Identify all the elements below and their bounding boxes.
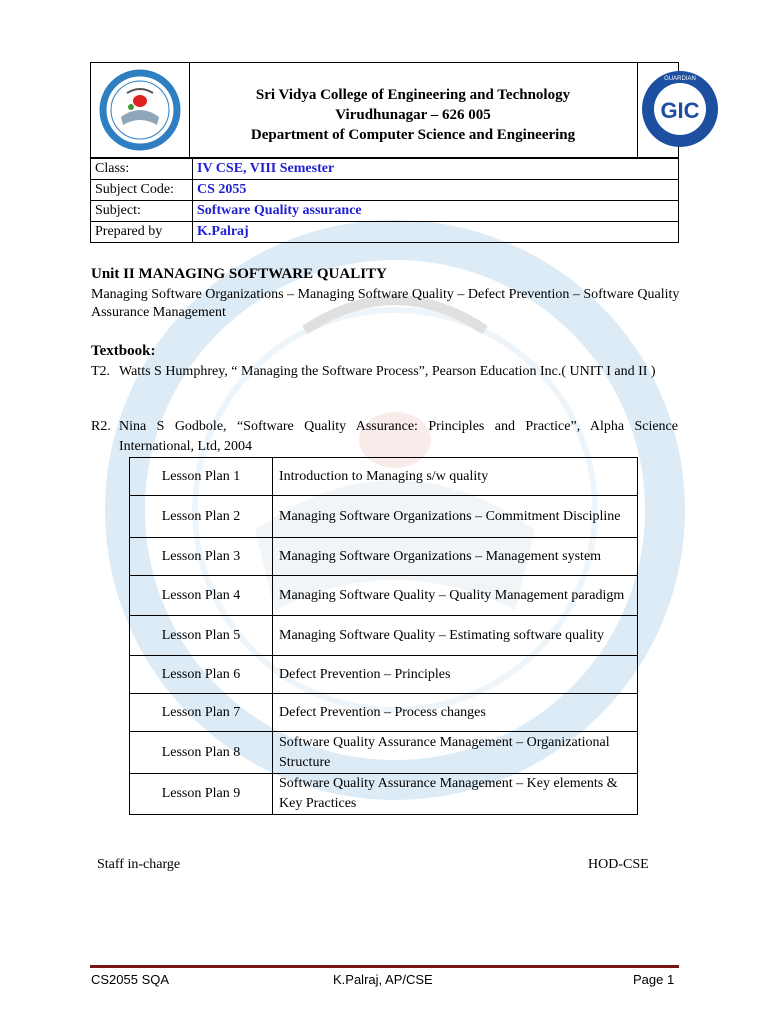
staff-signature-label: Staff in-charge	[97, 857, 181, 872]
lesson-row	[130, 576, 638, 616]
letterhead-titles	[189, 63, 638, 157]
college-logo-cell	[91, 63, 190, 157]
info-value: CS 2055	[193, 180, 679, 201]
info-row	[91, 180, 679, 201]
lesson-plan-number: Lesson Plan 1	[130, 458, 273, 496]
lesson-topic: Managing Software Organizations – Management system	[273, 538, 638, 576]
gic-certification-logo	[639, 66, 721, 152]
info-label: Prepared by	[91, 222, 193, 243]
department-name: Department of Computer Science and Engineering	[250, 127, 576, 143]
gic-logo-text: GIC	[660, 98, 700, 123]
footer-author: K.Palraj, AP/CSE	[333, 972, 433, 987]
lesson-row	[130, 458, 638, 496]
college-emblem-icon	[91, 63, 189, 157]
unit-title: Unit II MANAGING SOFTWARE QUALITY	[91, 266, 387, 282]
lesson-plan-number: Lesson Plan 8	[130, 732, 273, 774]
lesson-row	[130, 496, 638, 538]
lesson-topic: Software Quality Assurance Management – Organizational Structure	[273, 732, 638, 774]
lesson-topic: Managing Software Organizations – Commitment Discipline	[273, 496, 638, 538]
lesson-row	[130, 732, 638, 774]
lesson-topic: Managing Software Quality – Quality Management paradigm	[273, 576, 638, 616]
lesson-row	[130, 616, 638, 656]
hod-signature-label: HOD-CSE	[588, 857, 649, 872]
lesson-plan-number: Lesson Plan 4	[130, 576, 273, 616]
footer-divider	[90, 965, 679, 968]
footer-course: CS2055 SQA	[91, 972, 170, 987]
lesson-plan-table	[129, 457, 638, 815]
unit-description: Managing Software Organizations – Managing Software Quality – Defect Prevention – Software Quality Assurance Management	[91, 287, 680, 320]
info-value: K.Palraj	[193, 222, 679, 243]
info-label: Class:	[91, 159, 193, 180]
lesson-plan-number: Lesson Plan 3	[130, 538, 273, 576]
lesson-plan-number: Lesson Plan 9	[130, 774, 273, 815]
info-row	[91, 159, 679, 180]
info-row	[91, 201, 679, 222]
college-name: Sri Vidya College of Engineering and Technology	[255, 87, 571, 103]
lesson-topic: Defect Prevention – Process changes	[273, 694, 638, 732]
svg-text:GUARDIAN: GUARDIAN	[664, 76, 696, 82]
lesson-row	[130, 774, 638, 815]
info-label: Subject:	[91, 201, 193, 222]
reference-t2	[91, 362, 678, 382]
lesson-plan-number: Lesson Plan 2	[130, 496, 273, 538]
reference-text: Watts S Humphrey, “ Managing the Software Process”, Pearson Education Inc.( UNIT I and II )	[119, 364, 656, 379]
lesson-topic: Introduction to Managing s/w quality	[273, 458, 638, 496]
letterhead	[90, 62, 679, 158]
reference-text: Nina S Godbole, “Software Quality Assurance: Principles and Practice”, Alpha Science International, Ltd, 2004	[119, 419, 678, 454]
lesson-plan-number: Lesson Plan 5	[130, 616, 273, 656]
course-info-table	[90, 158, 679, 243]
footer-page-number: Page 1	[633, 972, 675, 987]
lesson-topic: Managing Software Quality – Estimating software quality	[273, 616, 638, 656]
reference-r2	[91, 417, 678, 457]
textbook-heading: Textbook:	[91, 343, 156, 359]
reference-tag: T2.	[91, 364, 111, 379]
lesson-topic: Software Quality Assurance Management – Key elements & Key Practices	[273, 774, 638, 815]
lesson-row	[130, 656, 638, 694]
info-label: Subject Code:	[91, 180, 193, 201]
reference-tag: R2.	[91, 419, 111, 434]
lesson-row	[130, 694, 638, 732]
info-value: Software Quality assurance	[193, 201, 679, 222]
lesson-plan-number: Lesson Plan 7	[130, 694, 273, 732]
lesson-plan-number: Lesson Plan 6	[130, 656, 273, 694]
info-value: IV CSE, VIII Semester	[193, 159, 679, 180]
info-row	[91, 222, 679, 243]
lesson-row	[130, 538, 638, 576]
college-city: Virudhunagar – 626 005	[335, 107, 491, 123]
lesson-topic: Defect Prevention – Principles	[273, 656, 638, 694]
